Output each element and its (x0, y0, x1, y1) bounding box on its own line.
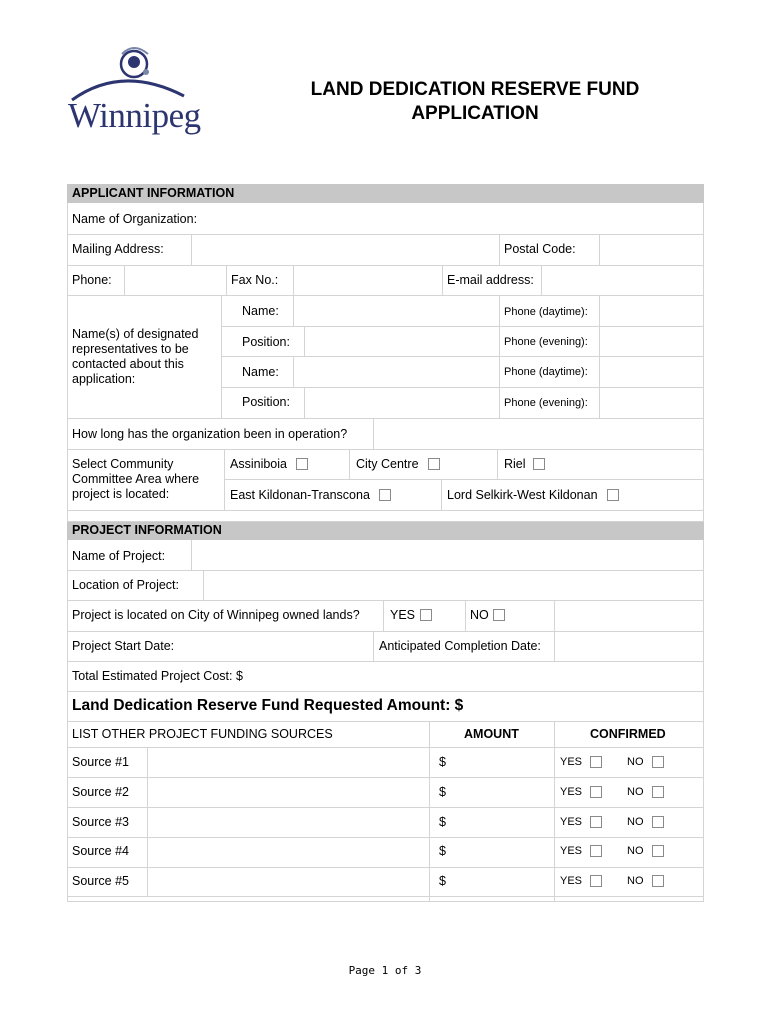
community-committee-label: Select Community Committee Area where project is located: (72, 457, 200, 501)
email-label: E-mail address: (447, 273, 534, 287)
source-2-yes-label: YES (560, 786, 583, 798)
city-centre-checkbox[interactable] (428, 458, 440, 470)
source-2-currency: $ (439, 785, 446, 799)
fax-label: Fax No.: (231, 273, 279, 287)
phone-label: Phone: (72, 273, 112, 287)
east-kildonan-checkbox[interactable] (379, 489, 391, 501)
applicant-section-title: APPLICANT INFORMATION (72, 186, 235, 200)
source-1-no-label: NO (627, 756, 644, 768)
source-5-label: Source #5 (72, 874, 129, 888)
source-2-no-checkbox[interactable] (652, 786, 664, 798)
source-1-yes-label: YES (560, 756, 583, 768)
title-line-2: APPLICATION (411, 103, 539, 124)
postal-code-label: Postal Code: (504, 242, 576, 256)
funding-sources-header: LIST OTHER PROJECT FUNDING SOURCES (72, 727, 333, 741)
project-name-label: Name of Project: (72, 549, 166, 563)
rep1-position-label: Position: (242, 335, 290, 349)
assiniboia-checkbox[interactable] (296, 458, 308, 470)
city-owned-label: Project is located on City of Winnipeg owned lands? (72, 608, 360, 622)
confirmed-header: CONFIRMED (590, 727, 666, 741)
source-1-label: Source #1 (72, 755, 129, 769)
source-2-yes-checkbox[interactable] (590, 786, 602, 798)
source-5-yes-label: YES (560, 875, 583, 887)
applicant-section-header (67, 184, 704, 203)
source-2-label: Source #2 (72, 785, 129, 799)
representatives-label: Name(s) of designated representatives to be contacted about this application: (72, 327, 199, 386)
source-4-no-label: NO (627, 845, 644, 857)
area-riel-label: Riel (504, 457, 526, 471)
total-cost-label: Total Estimated Project Cost: $ (72, 669, 243, 683)
source-3-no-label: NO (627, 816, 644, 828)
form-border-bottom (67, 901, 704, 902)
application-form (67, 184, 704, 902)
source-4-currency: $ (439, 844, 446, 858)
riel-checkbox[interactable] (533, 458, 545, 470)
source-5-no-label: NO (627, 875, 644, 887)
project-section-title: PROJECT INFORMATION (72, 523, 222, 537)
city-owned-yes-checkbox[interactable] (420, 609, 432, 621)
rep2-phone-day-label: Phone (daytime): (504, 366, 588, 378)
source-3-yes-label: YES (560, 816, 583, 828)
completion-date-label: Anticipated Completion Date: (379, 639, 541, 653)
source-3-currency: $ (439, 815, 446, 829)
source-5-yes-checkbox[interactable] (590, 875, 602, 887)
logo-swirl-icon (62, 44, 212, 104)
form-border-right (703, 184, 704, 902)
source-4-no-checkbox[interactable] (652, 845, 664, 857)
area-east-kildonan-label: East Kildonan-Transcona (230, 488, 370, 502)
source-1-currency: $ (439, 755, 446, 769)
source-5-no-checkbox[interactable] (652, 875, 664, 887)
source-4-label: Source #4 (72, 844, 129, 858)
source-4-yes-checkbox[interactable] (590, 845, 602, 857)
source-3-label: Source #3 (72, 815, 129, 829)
source-4-yes-label: YES (560, 845, 583, 857)
source-2-no-label: NO (627, 786, 644, 798)
source-5-currency: $ (439, 874, 446, 888)
winnipeg-logo (62, 44, 212, 144)
source-3-yes-checkbox[interactable] (590, 816, 602, 828)
project-location-label: Location of Project: (72, 578, 180, 592)
rep2-name-label: Name: (242, 365, 279, 379)
rep2-phone-eve-label: Phone (evening): (504, 397, 588, 409)
city-owned-yes-label: YES (390, 608, 416, 622)
page-number: Page 1 of 3 (348, 964, 422, 977)
lord-selkirk-checkbox[interactable] (607, 489, 619, 501)
rep1-phone-day-label: Phone (daytime): (504, 306, 588, 318)
project-section-header (67, 521, 704, 540)
area-lord-selkirk-label: Lord Selkirk-West Kildonan (447, 488, 598, 502)
area-city-centre-label: City Centre (356, 457, 419, 471)
city-owned-no-checkbox[interactable] (493, 609, 505, 621)
logo-wordmark: Winnipeg (68, 96, 201, 135)
mailing-address-label: Mailing Address: (72, 242, 164, 256)
page-title (280, 78, 670, 126)
amount-header: AMOUNT (464, 727, 519, 741)
start-date-label: Project Start Date: (72, 639, 175, 653)
form-border-left (67, 184, 68, 902)
source-3-no-checkbox[interactable] (652, 816, 664, 828)
org-name-label: Name of Organization: (72, 212, 198, 226)
area-assiniboia-label: Assiniboia (230, 457, 287, 471)
source-1-no-checkbox[interactable] (652, 756, 664, 768)
city-owned-no-label: NO (470, 608, 489, 622)
rep1-phone-eve-label: Phone (evening): (504, 336, 588, 348)
rep2-position-label: Position: (242, 395, 290, 409)
title-line-1: LAND DEDICATION RESERVE FUND (310, 79, 640, 100)
operation-duration-label: How long has the organization been in operation? (72, 427, 348, 441)
requested-amount-label: Land Dedication Reserve Fund Requested Amount: $ (72, 697, 464, 714)
rep1-name-label: Name: (242, 304, 279, 318)
source-1-yes-checkbox[interactable] (590, 756, 602, 768)
